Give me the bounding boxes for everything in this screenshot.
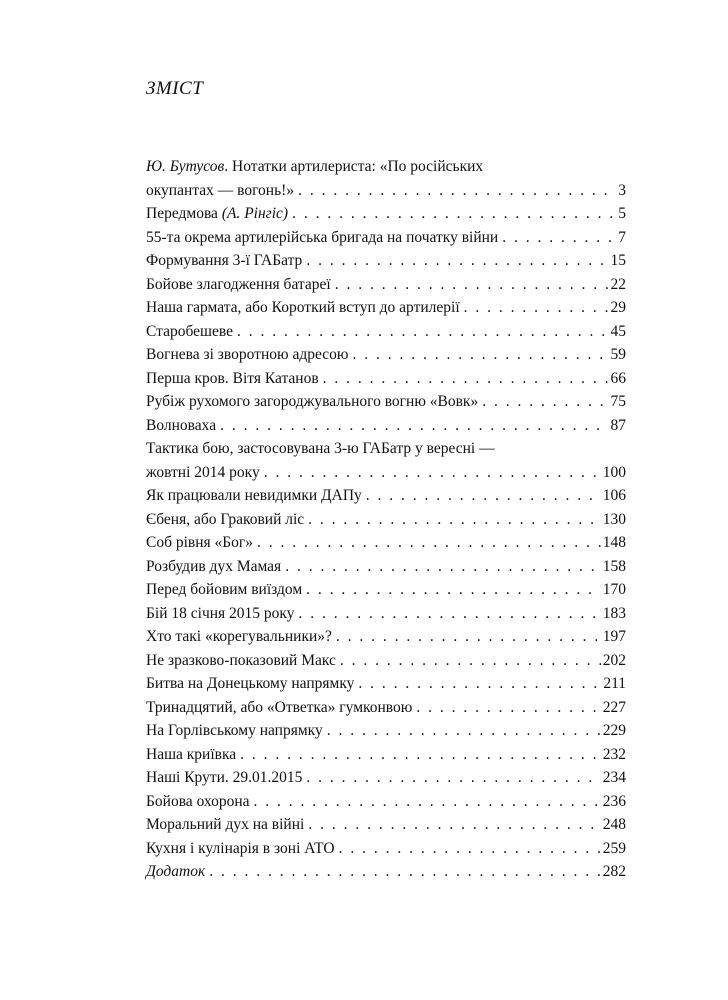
toc-entry-title: Рубіж рухомого загороджувального вогню «Вовк» <box>146 393 479 410</box>
dot-leader <box>306 578 601 602</box>
toc-entry-page: 236 <box>602 792 626 810</box>
toc-entry-title: Кухня і кулінарія в зоні АТО <box>146 839 335 857</box>
toc-entry-page: 59 <box>610 346 626 363</box>
toc-entry-page: 148 <box>602 534 626 551</box>
dot-leader <box>502 226 616 250</box>
dot-leader <box>285 555 601 579</box>
toc-entry-page: 7 <box>618 228 626 246</box>
toc-entry-page: 45 <box>610 322 626 340</box>
toc-entry-title: Хто такі «корегувальники»? <box>146 628 332 645</box>
toc-entry-title: Бій 18 січня 2015 року <box>146 604 295 622</box>
dot-leader <box>358 672 601 696</box>
toc-entry-page: 100 <box>602 463 626 481</box>
toc-entry-title: Передмова <box>146 205 222 222</box>
toc-entry[interactable] <box>146 390 626 414</box>
dot-leader <box>340 649 601 673</box>
dot-leader <box>298 602 600 626</box>
toc-entry-page: 106 <box>602 487 626 504</box>
toc-entry-title: На Горлівському напрямку <box>146 722 323 739</box>
toc-entry[interactable] <box>146 249 626 273</box>
toc-entry-title: Волноваха <box>146 416 217 434</box>
dot-leader <box>335 273 609 297</box>
dot-leader <box>237 320 609 344</box>
dot-leader <box>336 625 601 649</box>
toc-entry[interactable] <box>146 672 626 696</box>
toc-entry-title: Бойове злагодження батареї <box>146 275 331 293</box>
toc-entry-author: (А. Рінгіс) <box>221 205 289 222</box>
toc-entry[interactable] <box>146 531 626 555</box>
toc-entry-page: 87 <box>610 416 626 434</box>
dot-leader <box>482 390 608 414</box>
toc-entry-title: Старобешеве <box>146 322 233 340</box>
toc-entry-page: 202 <box>602 651 626 669</box>
dot-leader <box>366 484 601 508</box>
toc-entry[interactable] <box>146 202 626 226</box>
toc-entry[interactable] <box>146 602 626 626</box>
toc-entry-page: 3 <box>618 181 626 199</box>
dot-leader <box>308 508 601 532</box>
toc-entry-page: 259 <box>602 839 626 857</box>
toc-entry[interactable] <box>146 296 626 320</box>
toc-entry[interactable] <box>146 813 626 837</box>
toc-entry-author: Ю. Бутусов <box>146 158 225 175</box>
toc-entry-page: 66 <box>610 369 626 387</box>
toc-entry-title: Формування 3-ї ГАБатр <box>146 252 303 269</box>
toc-entry[interactable] <box>146 649 626 673</box>
toc-entry-page: 15 <box>610 252 626 269</box>
toc-entry-title: Соб рівня «Бог» <box>146 534 254 551</box>
toc-entry-page: 75 <box>610 393 626 410</box>
toc-entry-title: 55-та окрема артилерійська бригада на початку війни <box>146 228 499 246</box>
toc-entry-page: 183 <box>602 604 626 622</box>
toc-entry-title: Наша криївка <box>146 745 237 763</box>
toc-entry[interactable] <box>146 719 626 743</box>
dot-leader <box>254 790 601 814</box>
toc-entry[interactable] <box>146 837 626 861</box>
toc-entry-page: 282 <box>602 863 626 880</box>
toc-entry[interactable] <box>146 367 626 391</box>
toc-entry-title-line1: Тактика бою, застосовувана 3-ю ГАБатр у вересні — <box>146 440 495 457</box>
toc-entry[interactable] <box>146 320 626 344</box>
dot-leader <box>306 249 608 273</box>
toc-entry[interactable] <box>146 484 626 508</box>
toc-entry-title: Вогнева зі зворотною адресою <box>146 346 349 363</box>
toc-entry[interactable] <box>146 860 626 884</box>
toc-entry-page: 229 <box>602 722 626 739</box>
dot-leader <box>339 837 601 861</box>
toc-entry[interactable] <box>146 555 626 579</box>
dot-leader <box>264 461 601 485</box>
dot-leader <box>240 743 601 767</box>
toc-entry-title: Наша гармата, або Короткий вступ до артилерії <box>146 299 460 316</box>
toc-entry-title-wrap <box>146 202 288 226</box>
toc-entry-title: Перша кров. Вітя Катанов <box>146 369 319 387</box>
toc-entry-page: 248 <box>602 816 626 833</box>
toc-entry-title: Перед бойовим виїздом <box>146 581 303 598</box>
toc-entry-page: 5 <box>618 205 626 222</box>
dot-leader <box>464 296 609 320</box>
table-of-contents <box>146 155 626 884</box>
dot-leader <box>308 813 600 837</box>
toc-entry-page: 29 <box>610 299 626 316</box>
dot-leader <box>292 202 616 226</box>
toc-entry[interactable] <box>146 414 626 438</box>
toc-entry-page: 158 <box>602 557 626 575</box>
toc-entry[interactable] <box>146 578 626 602</box>
toc-entry-page: 234 <box>602 769 626 786</box>
dot-leader <box>298 179 616 203</box>
toc-entry-title: Моральний дух на війні <box>146 816 305 833</box>
toc-entry-title: Тринадцятий, або «Ответка» гумконвою <box>146 698 413 716</box>
toc-entry-title-line1 <box>146 155 626 179</box>
toc-entry[interactable] <box>146 437 626 484</box>
toc-entry-page: 211 <box>603 675 626 692</box>
dot-leader <box>220 414 608 438</box>
dot-leader <box>209 860 601 884</box>
toc-entry[interactable] <box>146 743 626 767</box>
dot-leader <box>323 367 609 391</box>
toc-entry[interactable] <box>146 790 626 814</box>
dot-leader <box>416 696 600 720</box>
toc-entry-page: 130 <box>602 510 626 528</box>
toc-entry-title-line2: окупантах — вогонь!» <box>146 181 295 199</box>
toc-entry-page: 170 <box>602 581 626 598</box>
toc-entry-title: Не зразково-показовий Макс <box>146 651 336 669</box>
dot-leader <box>306 766 600 790</box>
toc-entry-title: Наші Крути. 29.01.2015 <box>146 769 303 786</box>
toc-entry-title-line2: жовтні 2014 року <box>146 463 260 481</box>
toc-entry[interactable] <box>146 625 626 649</box>
toc-entry-page: 197 <box>602 628 626 645</box>
toc-entry[interactable] <box>146 696 626 720</box>
toc-entry-page: 22 <box>610 275 626 293</box>
toc-entry-page: 232 <box>602 745 626 763</box>
toc-entry-title: Бойова охорона <box>146 792 250 810</box>
toc-entry[interactable] <box>146 273 626 297</box>
toc-entry-title: Єбеня, або Граковий ліс <box>146 510 305 528</box>
toc-entry[interactable] <box>146 508 626 532</box>
toc-entry[interactable] <box>146 155 626 202</box>
toc-entry-title: Як працювали невидимки ДАПу <box>146 487 362 504</box>
toc-entry[interactable] <box>146 343 626 367</box>
dot-leader <box>352 343 608 367</box>
toc-entry-title: Розбудив дух Мамая <box>146 557 282 575</box>
toc-entry[interactable] <box>146 226 626 250</box>
toc-entry-title: Битва на Донецькому напрямку <box>146 675 355 692</box>
toc-entry-title: . Нотатки артилериста: «По російських <box>224 158 484 175</box>
dot-leader <box>257 531 601 555</box>
toc-entry-page: 227 <box>602 698 626 716</box>
toc-entry-title: Додаток <box>146 863 206 880</box>
page-title: ЗМІСТ <box>146 78 204 99</box>
dot-leader <box>327 719 601 743</box>
toc-entry[interactable] <box>146 766 626 790</box>
